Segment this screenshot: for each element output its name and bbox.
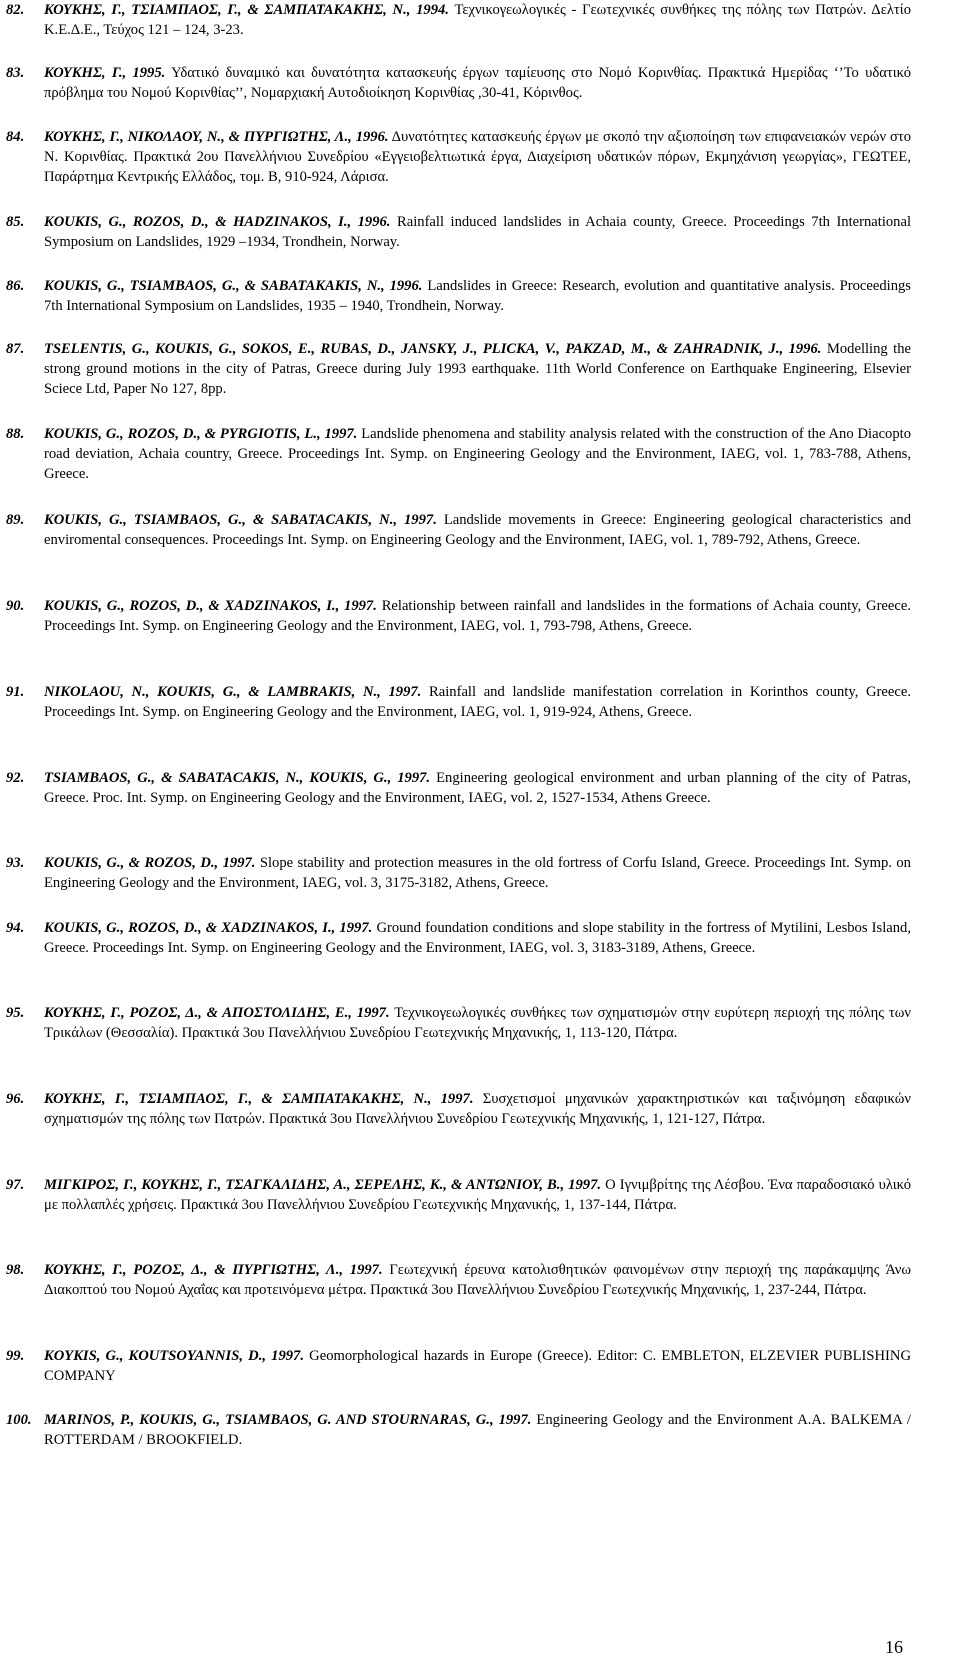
reference-authors: KOYKIS, G., KOUTSOYANNIS, D., 1997. (44, 1348, 304, 1364)
reference-text: Συσχετισμοί μηχανικών χαρακτηριστικών και ταξινόμηση εδαφικών σχηματισμών της πόλης των Πατρών. Πρακτικά 3ου Πανελλήνιου Συνεδρίου Γεωτεχνικής Μηχανικής, 1, 121-127, Πάτρα. (44, 1091, 911, 1127)
reference-number: 91. (6, 684, 25, 700)
reference-100 (6, 1410, 911, 1450)
reference-text: Ο Ιγνιμβρίτης της Λέσβου. Ένα παραδοσιακό υλικό με πολλαπλές χρήσεις. Πρακτικά 3ου Πανελλήνιου Συνεδρίου Γεωτεχνικής Μηχανικής, 1, 137-144, Πάτρα. (44, 1177, 911, 1213)
reference-97 (6, 1175, 911, 1215)
reference-93 (6, 853, 911, 893)
reference-text: Γεωτεχνική έρευνα κατολισθητικών φαινομένων στην περιοχή της παράκαμψης Άνω Διακοπτού του Νομού Αχαΐας και προτεινόμενα μέτρα. Πρακτικά 3ου Πανελλήνιου Συνεδρίου Γεωτεχνικής Μηχανικής, 1, 237-244, Πάτρα. (44, 1262, 911, 1298)
reference-text: Τεχνικογεωλογικές - Γεωτεχνικές συνθήκες της πόλης των Πατρών. Δελτίο Κ.Ε.Δ.Ε., Τεύχος 121 – 124, 3-23. (44, 2, 911, 38)
reference-text: Landslides in Greece: Research, evolution and quantitative analysis. Proceedings 7th International Symposium on Landslides, 1935 – 1940, Trondhein, Norway. (44, 278, 911, 314)
reference-authors: ΚΟΥΚΗΣ, Γ., ΡΟΖΟΣ, Δ., & ΑΠΟΣΤΟΛΙΔΗΣ, Ε., 1997. (44, 1005, 390, 1021)
reference-text: Υδατικό δυναμικό και δυνατότητα κατασκευής έργων ταμίευσης στο Νομό Κορινθίας. Πρακτικά Ημερίδας ‘’Το υδατικό πρόβλημα του Νομού Κορινθίας’’, Νομαρχιακή Αυτοδιοίκηση Κορινθίας ,30-41, Κόρινθος. (44, 65, 912, 101)
reference-authors: KOUKIS, G., & ROZOS, D., 1997. (44, 855, 256, 871)
page-number: 16 (885, 1637, 903, 1657)
reference-number: 89. (6, 512, 25, 528)
reference-authors: ΚΟΥΚΗΣ, Γ., ΤΣΙΑΜΠΑΟΣ, Γ., & ΣΑΜΠΑΤΑΚΑΚΗΣ, Ν., 1994. (44, 2, 449, 18)
reference-authors: KOUKIS, G., ROZOS, D., & XADZINAKOS, I., 1997. (44, 920, 373, 936)
reference-95 (6, 1003, 911, 1043)
reference-authors: KOUKIS, G., ROZOS, D., & HADZINAKOS, I., 1996. (44, 214, 391, 230)
reference-text: Landslide phenomena and stability analysis related with the construction of the Ano Diacopto road deviation, Achaia country, Greece. Proceedings Int. Symp. on Engineering Geology and the Environment, IAEG, vol. 1, 783-788, Athens, Greece. (44, 426, 911, 482)
reference-authors: ΚΟΥΚΗΣ, Γ., 1995. (44, 65, 166, 81)
reference-authors: KOUKIS, G., TSIAMBAOS, G., & SABATACAKIS, N., 1997. (44, 512, 437, 528)
reference-number: 85. (6, 214, 25, 230)
reference-number: 83. (6, 65, 25, 81)
reference-number: 96. (6, 1091, 25, 1107)
reference-text: Relationship between rainfall and landslides in the formations of Achaia county, Greece. Proceedings Int. Symp. on Engineering Geology and the Environment, IAEG, vol. 1, 793-798, Athens, Greece. (44, 598, 911, 634)
reference-text: Ground foundation conditions and slope stability in the fortress of Mytilini, Lesbos Island, Greece. Proceedings Int. Symp. on Engineering Geology and the Environment, IAEG, vol. 3, 3183-3189, Athens, Greece. (44, 920, 911, 956)
reference-text: Landslide movements in Greece: Engineering geological characteristics and enviromental consequences. Proceedings Int. Symp. on Engineering Geology and the Environment, IAEG, vol. 1, 789-792, Athens, Greece. (44, 512, 911, 548)
reference-number: 93. (6, 855, 25, 871)
reference-number: 95. (6, 1005, 25, 1021)
reference-number: 88. (6, 426, 25, 442)
reference-authors: KOUKIS, G., ROZOS, D., & PYRGIOTIS, L., 1997. (44, 426, 358, 442)
reference-89 (6, 510, 911, 550)
reference-text: Modelling the strong ground motions in the city of Patras, Greece during July 1993 earthquake. 11th World Conference on Earthquake Engineering, Elsevier Sciece Ltd, Paper No 127, 8pp. (44, 341, 911, 397)
reference-number: 86. (6, 278, 25, 294)
reference-authors: KOUKIS, G., TSIAMBAOS, G., & SABATAKAKIS, N., 1996. (44, 278, 423, 294)
reference-84 (6, 127, 911, 187)
reference-88 (6, 424, 911, 484)
reference-authors: ΚΟΥΚΗΣ, Γ., ΡΟΖΟΣ, Δ., & ΠΥΡΓΙΩΤΗΣ, Λ., 1997. (44, 1262, 383, 1278)
reference-text: Δυνατότητες κατασκευής έργων με σκοπό την αξιοποίηση των επιφανειακών νερών στο Ν. Κορινθίας. Πρακτικά 2ου Πανελλήνιου Συνεδρίου «Εγγειοβελτιωτικά έργα, Διαχείριση υδατικών πόρων, Εκμηχάνιση γεωργίας», ΓΕΩΤΕΕ, Παράρτημα Κεντρικής Ελλάδος, τομ. Β, 910-924, Λάρισα. (44, 129, 911, 185)
reference-text: Engineering Geology and the Environment A.A. BALKEMA / ROTTERDAM / BROOKFIELD. (44, 1412, 911, 1448)
reference-86 (6, 276, 911, 316)
reference-authors: ΚΟΥΚΗΣ, Γ., ΝΙΚΟΛΑΟΥ, Ν., & ΠΥΡΓΙΩΤΗΣ, Λ., 1996. (44, 129, 389, 145)
reference-authors: ΚΟΥΚΗΣ, Γ., ΤΣΙΑΜΠΑΟΣ, Γ., & ΣΑΜΠΑΤΑΚΑΚΗΣ, Ν., 1997. (44, 1091, 474, 1107)
reference-text: Slope stability and protection measures in the old fortress of Corfu Island, Greece. Proceedings Int. Symp. on Engineering Geology and the Environment, IAEG, vol. 3, 3175-3182, Athens, Greece. (44, 855, 911, 891)
reference-92 (6, 768, 911, 808)
reference-authors: KOUKIS, G., ROZOS, D., & XADZINAKOS, I., 1997. (44, 598, 377, 614)
reference-authors: TSIAMBAOS, G., & SABATACAKIS, N., KOUKIS, G., 1997. (44, 770, 431, 786)
reference-text: Rainfall induced landslides in Achaia county, Greece. Proceedings 7th International Symposium on Landslides, 1929 –1934, Trondhein, Norway. (44, 214, 912, 250)
reference-text: Rainfall and landslide manifestation correlation in Korinthos county, Greece. Proceedings Int. Symp. on Engineering Geology and the Environment, IAEG, vol. 1, 919-924, Athens, Greece. (44, 684, 911, 720)
reference-number: 94. (6, 920, 25, 936)
reference-authors: NIKOLAOU, N., KOUKIS, G., & LAMBRAKIS, N., 1997. (44, 684, 422, 700)
reference-text: Geomorphological hazards in Europe (Greece). Editor: C. EMBLETON, ELZEVIER PUBLISHING COMPANY (44, 1348, 911, 1384)
reference-98 (6, 1260, 911, 1300)
reference-authors: ΜΙΓΚΙΡΟΣ, Γ., ΚΟΥΚΗΣ, Γ., ΤΣΑΓΚΑΛΙΔΗΣ, Α., ΣΕΡΕΛΗΣ, Κ., & ΑΝΤΩΝΙΟΥ, Β., 1997. (44, 1177, 602, 1193)
reference-87 (6, 339, 911, 399)
reference-number: 87. (6, 341, 25, 357)
reference-90 (6, 596, 911, 636)
reference-number: 92. (6, 770, 25, 786)
reference-text: Engineering geological environment and urban planning of the city of Patras, Greece. Proc. Int. Symp. on Engineering Geology and the Environment, IAEG, vol. 2, 1527-1534, Athens Greece. (44, 770, 911, 806)
reference-96 (6, 1089, 911, 1129)
reference-82 (6, 0, 911, 40)
reference-number: 97. (6, 1177, 25, 1193)
reference-number: 90. (6, 598, 25, 614)
reference-number: 100. (6, 1412, 32, 1428)
reference-94 (6, 918, 911, 958)
reference-83 (6, 63, 911, 103)
reference-85 (6, 212, 911, 252)
reference-authors: TSELENTIS, G., KOUKIS, G., SOKOS, E., RUBAS, D., JANSKY, J., PLICKA, V., PAKZAD, M., & ZAHRADNIK, J., 1996. (44, 341, 822, 357)
reference-91 (6, 682, 911, 722)
reference-text: Τεχνικογεωλογικές συνθήκες των σχηματισμών στην ευρύτερη περιοχή της πόλης των Τρικάλων (Θεσσαλία). Πρακτικά 3ου Πανελλήνιου Συνεδρίου Γεωτεχνικής Μηχανικής, 1, 113-120, Πάτρα. (44, 1005, 911, 1041)
reference-number: 98. (6, 1262, 25, 1278)
reference-99 (6, 1346, 911, 1386)
reference-number: 99. (6, 1348, 25, 1364)
reference-authors: MARINOS, P., KOUKIS, G., TSIAMBAOS, G. AND STOURNARAS, G., 1997. (44, 1412, 532, 1428)
reference-number: 82. (6, 2, 25, 18)
reference-number: 84. (6, 129, 25, 145)
